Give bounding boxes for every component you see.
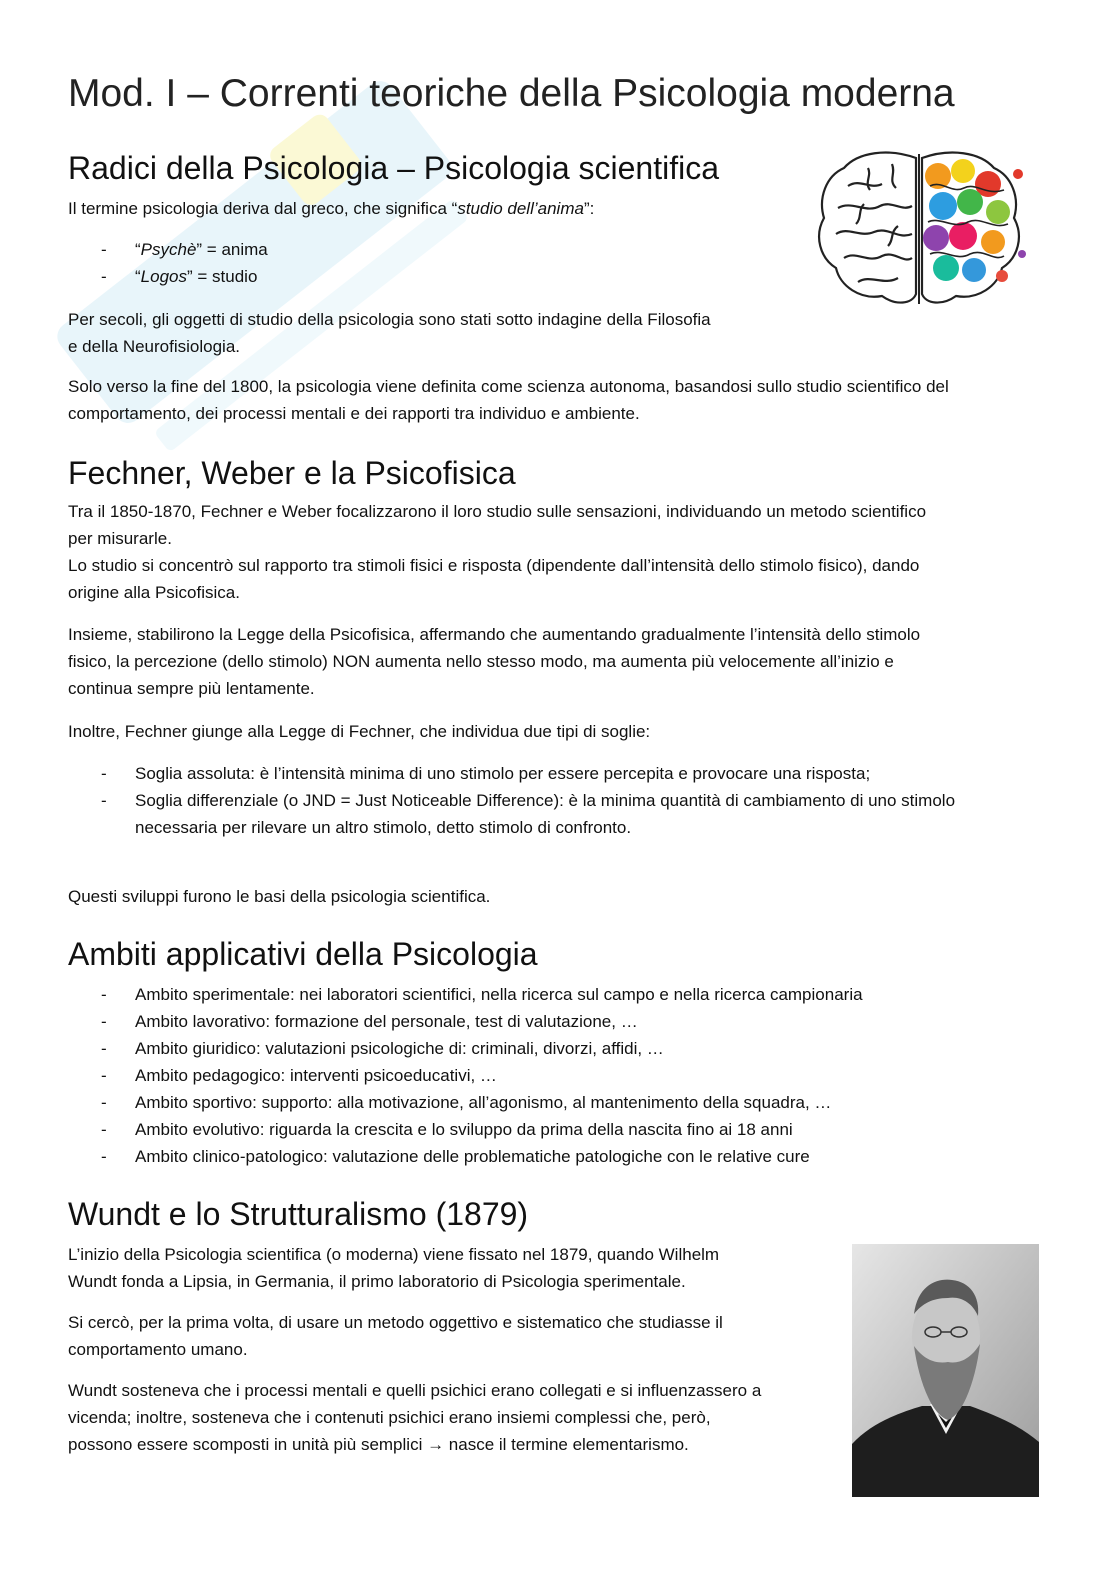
brain-illustration — [808, 146, 1030, 314]
page-title: Mod. I – Correnti teoriche della Psicologia moderna — [68, 72, 955, 115]
section-heading-ambiti: Ambiti applicativi della Psicologia — [68, 936, 538, 972]
paragraph-fine-1800: Solo verso la fine del 1800, la psicologia viene definita come scienza autonoma, basandosi sullo studio scientifico del comportamento, dei processi mentali e dei rapporti tra individuo e ambiente. — [68, 377, 949, 423]
paragraph-legge-psicofisica: Insieme, stabilirono la Legge della Psicofisica, affermando che aumentando gradualmente l’intensità dello stimolo fisico, la percezione (dello stimolo) NON aumenta nello stesso modo, ma aumenta più velocemente all’inizio e continua sempre più lentamente. — [68, 625, 921, 698]
paragraph-fechner-weber: Tra il 1850-1870, Fechner e Weber focalizzarono il loro studio sulle sensazioni, individuando un metodo scientifico per misurarle. Lo studio si concentrò sul rapporto tra stimoli fisici e risposta (dipendente dall’intensità dello stimolo fisico), dando origine alla Psicofisica. — [68, 502, 927, 602]
paragraph-metodo: Si cercò, per la prima volta, di usare un metodo oggettivo e sistematico che studiasse il comportamento umano. — [68, 1313, 723, 1359]
wundt-portrait — [852, 1244, 1039, 1497]
arrow-right-icon: → — [427, 1435, 445, 1454]
section-heading-psicofisica: Fechner, Weber e la Psicofisica — [68, 455, 516, 491]
paragraph-elementarismo: Wundt sosteneva che i processi mentali e quelli psichici erano collegati e si influenzassero a vicenda; inoltre, sosteneva che i contenuti psichici erano insiemi complessi che, però, possono essere scomposti in unità più semplici → nasce il termine elementarismo. — [68, 1381, 762, 1454]
paragraph-legge-fechner: Inoltre, Fechner giunge alla Legge di Fechner, che individua due tipi di soglie: — [68, 722, 651, 741]
paragraph-inizio: L’inizio della Psicologia scientifica (o moderna) viene fissato nel 1879, quando Wilhelm Wundt fonda a Lipsia, in Germania, il primo laboratorio di Psicologia sperimentale. — [68, 1245, 720, 1291]
paragraph-basi: Questi sviluppi furono le basi della psicologia scientifica. — [68, 887, 491, 906]
section-heading-wundt: Wundt e lo Strutturalismo (1879) — [68, 1196, 529, 1232]
paragraph-secoli: Per secoli, gli oggetti di studio della psicologia sono stati sotto indagine della Filosofia e della Neurofisiologia. — [68, 310, 711, 356]
section-heading-radici: Radici della Psicologia – Psicologia scientifica — [68, 150, 719, 186]
intro-paragraph: Il termine psicologia deriva dal greco, che significa “studio dell’anima”: — [68, 199, 595, 218]
